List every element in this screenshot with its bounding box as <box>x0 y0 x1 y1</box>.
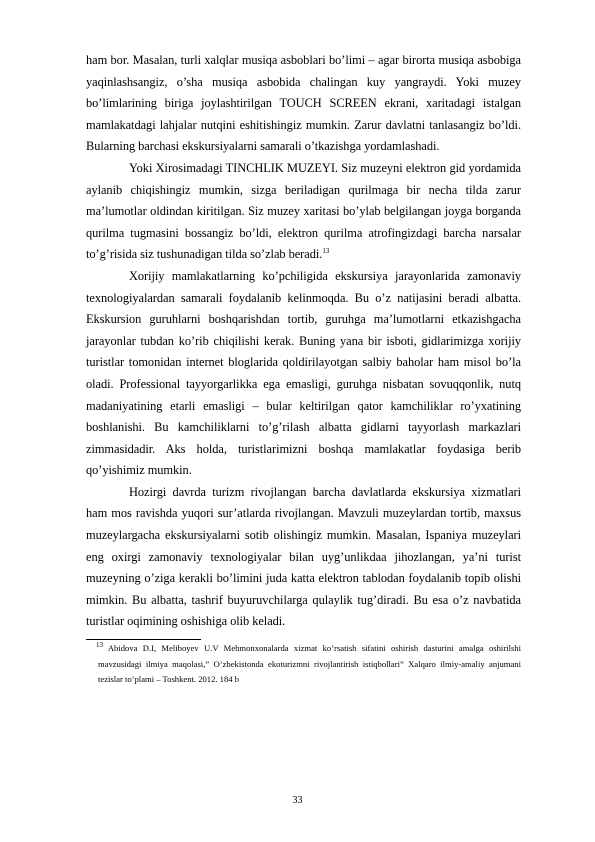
paragraph-4: Hozirgi davrda turizm rivojlangan barcha davlatlarda ekskursiya xizmatlari ham mos ravishda yuqori sur’atlarda rivojlangan. Mavzuli muzeylardan tortib, maxsus muzeylargacha ekskursiyalarni sotib olishingiz mumkin. Masalan, Ispaniya muzeylari eng oxirgi zamonaviy texnologiyalar bilan uyg’unlikdaa jihozlangan, ya’ni turist muzeyning o’ziga kerakli bo’limini juda katta elektron tablodan foydalanib topib olishi mimkin. Bu albatta, tashrif buyuruvchilarga qulaylik tug’diradi. Bu esa o’z navbatida turistlar oqimining oshishiga olib keladi. <box>86 484 521 629</box>
paragraph-2-text: Yoki Xirosimadagi TINCHLIK MUZEYI. Siz muzeyni elektron gid yordamida aylanib chiqishingiz mumkin, sizga beriladigan qurilmaga bir necha tilda zarur ma’lumotlar oldindan kiritilgan. Siz muzey xaritasi bo’ylab belgilangan joyga borganda qurilma tugmasini bossangiz bo’ldi, elektron qurilma atrofingizdagi barcha narsalar to’g’risida siz tushunadigan tilda so’zlab beradi. <box>86 160 521 262</box>
paragraph-2 <box>86 158 521 266</box>
paragraph-1: ham bor. Masalan, turli xalqlar musiqa asboblari bo’limi – agar birorta musiqa asbobiga yaqinlashsangiz, o’sha musiqa asbobida chalingan kuy yangraydi. Yoki muzey bo’limlarining biriga joylashtirilgan TOUCH SCREEN ekrani, xaritadagi istalgan mamlakatdagi lahjalar nutqini eshitishingiz mumkin. Zarur davlatni tanlasangiz bo’ldi. Bularning barchasi ekskursiyalarni samarali o’tkazishga yordamlashadi. <box>86 53 521 154</box>
paragraph-3: Xorijiy mamlakatlarning ko’pchiligida ekskursiya jarayonlarida zamonaviy texnologiyalardan samarali foydalanib kelinmoqda. Bu o’z natijasini beradi albatta. Ekskursion guruhlarni boshqarishdan tortib, guruhga ma’lumotlarni etkazishgacha jarayonlar tubdan ko’rib chiqilishi kerak. Buning yana bir isboti, gidlarimizga xorijiy turistlar tomonidan internet bloglarida qoldirilayotgan salbiy baholar ham misol bo’la oladi. Professional tayyorgarlikka ega emasligi, guruhga nisbatan sovuqqonlik, nutq madaniyatining etarli emasligi – bular keltirilgan qator kamchiliklar ro’yxatining boshlanishi. Bu kamchiliklarni to’g’rilash albatta gidlarni tayyorlash markazlari zimmasidadir. Aks holda, turistlarimizni boshqa mamlakatlar foydasiga berib qo’yishimiz mumkin. <box>86 268 521 478</box>
page-number: 33 <box>292 795 303 806</box>
footnote-number: 13 <box>96 641 103 650</box>
footnote-text: Abidova D.I, Meliboyev U.V Mehmonxonalarda xizmat ko’rsatish sifatini oshirish dasturini amalga oshirilshi mavzusidagi ilmiya maqolasi,” O’zbekistonda ekoturizmni rivojlantirish istiqbollari” Xalqaro ilmiy-amaliy anjumani tezislar to’plami – Toshkent. 2012. 184 b <box>98 643 521 685</box>
footnote-divider <box>86 639 201 640</box>
footnote <box>86 641 521 688</box>
document-page <box>86 50 521 688</box>
footnote-reference[interactable]: 13 <box>322 247 330 256</box>
